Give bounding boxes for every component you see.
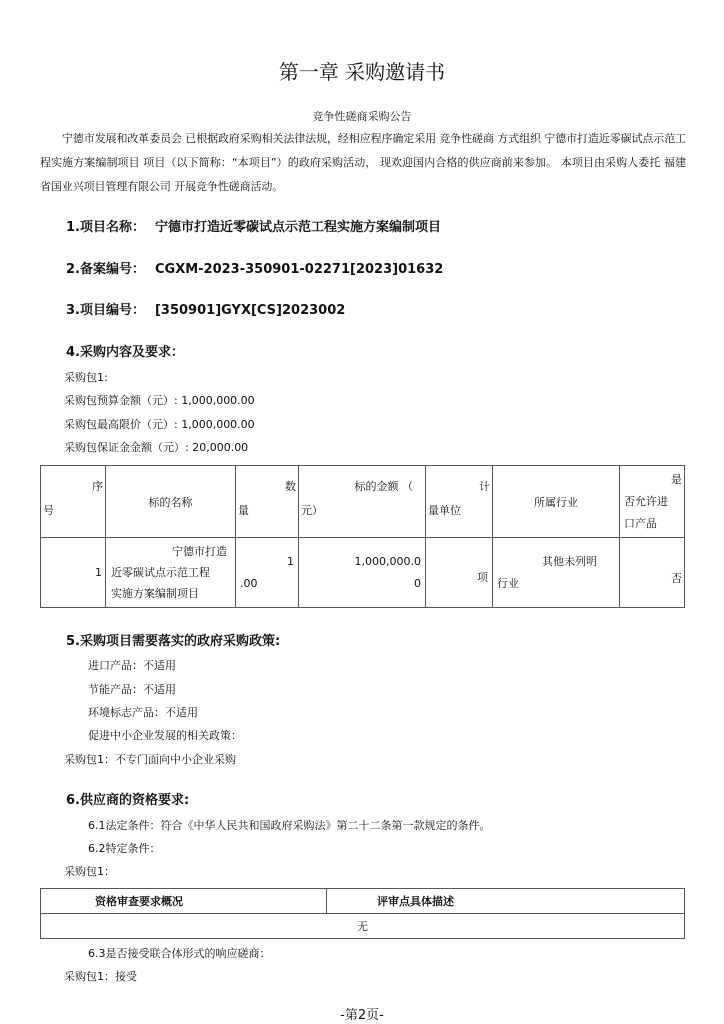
qualification-6-1: 6.1法定条件：符合《中华人民共和国政府采购法》第二十二条第一款规定的条件。 <box>88 819 491 832</box>
record-no-row <box>66 258 443 277</box>
policy-import: 进口产品：不适用 <box>88 659 176 672</box>
header-import: 是 否允许进 口产品 <box>620 466 685 538</box>
cell-qty: 1 .00 <box>236 538 299 608</box>
policy-energy: 节能产品：不适用 <box>88 683 176 696</box>
record-no-label: 2.备案编号： <box>66 262 145 277</box>
header-amount: 标的金额 （ 元） <box>299 466 426 538</box>
deposit-line: 采购包保证金金额（元）: 20,000.00 <box>64 441 249 454</box>
qualification-none: 无 <box>41 914 685 939</box>
package-label: 采购包1: <box>64 371 108 384</box>
cell-industry: 其他未列明 行业 <box>493 538 620 608</box>
cell-name: 宁德市打造 近零碳试点示范工程 实施方案编制项目 <box>106 538 236 608</box>
table-row <box>41 538 685 608</box>
header-industry: 所属行业 <box>493 466 620 538</box>
qualification-col-description: 评审点具体描述 <box>327 889 685 914</box>
cell-amount: 1,000,000.0 0 <box>299 538 426 608</box>
budget-line: 采购包预算金额（元）: 1,000,000.00 <box>64 394 255 407</box>
items-table <box>40 465 685 608</box>
table-header-row <box>41 466 685 538</box>
policy-env: 环境标志产品：不适用 <box>88 706 198 719</box>
policy-heading: 5.采购项目需要落实的政府采购政策: <box>66 634 281 649</box>
header-unit: 计 量单位 <box>426 466 493 538</box>
qualification-table <box>40 888 685 939</box>
cell-unit: 项 <box>426 538 493 608</box>
announcement-title: 竞争性磋商采购公告 <box>312 110 412 123</box>
chapter-title: 第一章 采购邀请书 <box>278 60 446 84</box>
page-number: -第2页- <box>340 1008 384 1023</box>
qualification-row <box>41 914 685 939</box>
joint-answer: 采购包1：接受 <box>64 970 137 983</box>
qualification-package: 采购包1： <box>64 865 115 878</box>
header-qty: 数 量 <box>236 466 299 538</box>
project-name-row <box>66 216 441 235</box>
max-price-line: 采购包最高限价（元）: 1,000,000.00 <box>64 418 255 431</box>
content-heading: 4.采购内容及要求： <box>66 345 184 360</box>
policy-sme: 促进中小企业发展的相关政策： <box>88 729 242 742</box>
project-name-label: 1.项目名称： <box>66 220 145 235</box>
header-seq: 序 号 <box>41 466 106 538</box>
qualification-col-overview: 资格审查要求概况 <box>41 889 327 914</box>
qualification-6-2: 6.2特定条件： <box>88 842 161 855</box>
header-name: 标的名称 <box>106 466 236 538</box>
sme-policy-line: 采购包1：不专门面向中小企业采购 <box>64 753 236 766</box>
project-no-value: [350901]GYX[CS]2023002 <box>154 303 346 318</box>
qualification-heading: 6.供应商的资格要求: <box>66 793 190 808</box>
qualification-header-row <box>41 889 685 914</box>
cell-import: 否 <box>620 538 685 608</box>
record-no-value: CGXM-2023-350901-02271[2023]01632 <box>154 262 444 277</box>
intro-paragraph: 宁德市发展和改革委员会 已根据政府采购相关法律法规，经相应程序确定采用 竞争性磋商 方式组织 宁德市打造近零碳试点示范工程实施方案编制项目 项目（以下简称：“本项目”）的政府采购活动， 现欢迎国内合格的供应商前来参加。 本项目由采购人委托 福建省国业兴项目管理有限公司 开展竞争性磋商活动。 <box>40 132 686 193</box>
joint-question: 6.3是否接受联合体形式的响应磋商： <box>88 947 271 960</box>
project-no-row <box>66 299 345 318</box>
cell-seq: 1 <box>41 538 106 608</box>
project-no-label: 3.项目编号： <box>66 303 145 318</box>
project-name-value: 宁德市打造近零碳试点示范工程实施方案编制项目 <box>154 220 441 235</box>
